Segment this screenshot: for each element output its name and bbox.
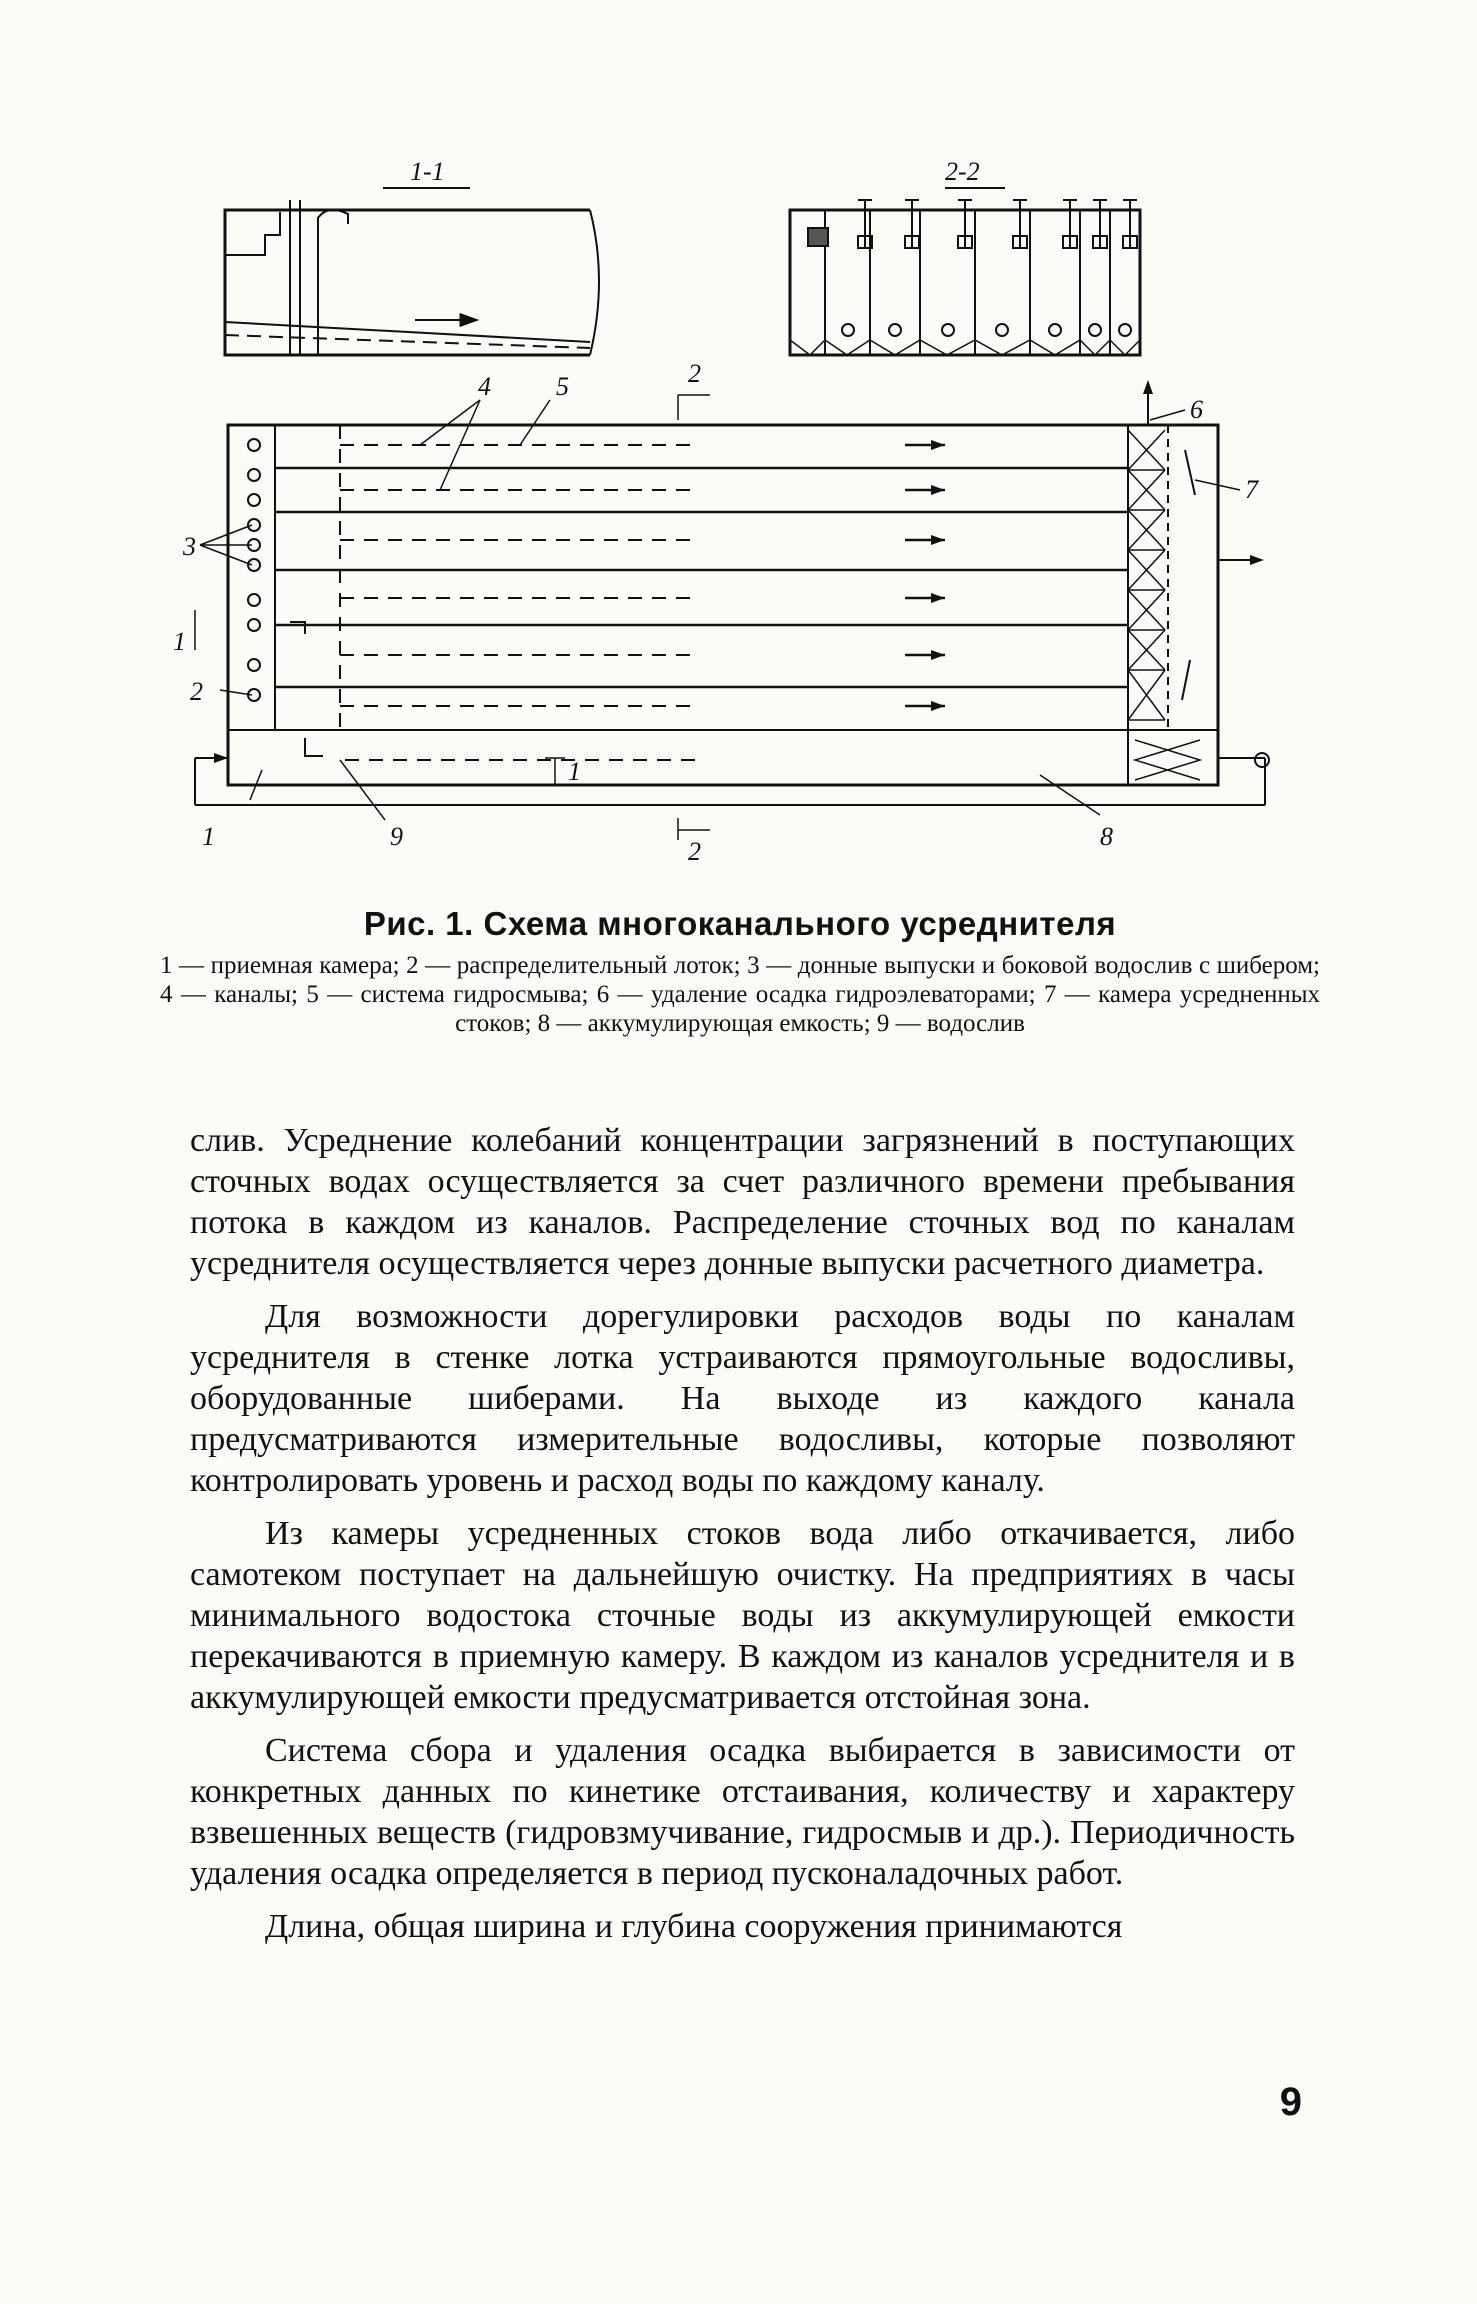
- paragraph: Длина, общая ширина и глубина сооружения принимаются: [265, 1908, 1123, 1945]
- callout-5: 5: [556, 372, 569, 401]
- callout-cut1-top: 1: [173, 627, 186, 656]
- plan-view: [195, 380, 1269, 805]
- callout-9: 9: [390, 822, 403, 851]
- callout-6: 6: [1190, 395, 1203, 424]
- callout-3: 3: [183, 532, 196, 561]
- paragraph: Из камеры усредненных стоков вода либо откачивается, либо самотеком поступает на дальнейшую очистку. На предприятиях в часы минимального водостока сточные воды из аккумулирующей емкости перекачиваются в приемную камеру. В каждом из каналов усреднителя и в аккумулирующей емкости предусматривается отстойная зона.: [190, 1515, 1295, 1716]
- callout-4: 4: [478, 372, 491, 401]
- callout-1: 1: [202, 822, 215, 851]
- paragraph: Система сбора и удаления осадка выбирается в зависимости от конкретных данных по кинетике отстаивания, количеству и характеру взвешенных веществ (гидровзмучивание, гидросмыв и др.). Периодичность удаления осадка определяется в период пусконаладочных работ.: [190, 1732, 1295, 1892]
- body-text: [190, 1120, 1295, 1959]
- callout-cut2-bottom: 2: [688, 837, 701, 866]
- callout-8: 8: [1100, 822, 1113, 851]
- callout-cut2-top: 2: [688, 359, 701, 388]
- callout-7: 7: [1245, 475, 1258, 504]
- callout-leaders: [195, 395, 1240, 840]
- paragraph: слив. Усреднение колебаний концентрации загрязнений в поступающих сточных водах осуществляется за счет различного времени пребывания потока в каждом из каналов. Распределение сточных вод по каналам усреднителя осуществляется через донные выпуски расчетного диаметра.: [190, 1122, 1295, 1282]
- callout-cut1-bottom: 1: [568, 757, 581, 786]
- page-number: 9: [1279, 2080, 1302, 2124]
- figure-title: Рис. 1. Схема многоканального усреднителя: [363, 905, 1117, 942]
- figure-caption: [160, 905, 1320, 1038]
- section-1-1: [225, 188, 599, 355]
- callout-2: 2: [190, 677, 203, 706]
- paragraph: Для возможности дорегулировки расходов воды по каналам усреднителя в стенке лотка устраиваются прямоугольные водосливы, оборудованные шиберами. На выходе из каждого канала предусматриваются измерительные водосливы, которые позволяют контролировать уровень и расход воды по каждому каналу.: [190, 1298, 1295, 1499]
- section-label-2-2: 2-2: [945, 157, 980, 186]
- equalizer-diagram: [150, 150, 1280, 880]
- section-label-1-1: 1-1: [410, 157, 445, 186]
- section-2-2: [790, 188, 1140, 355]
- figure-legend: 1 — приемная камера; 2 — распределительный лоток; 3 — донные выпуски и боковой водослив с шибером; 4 — каналы; 5 — система гидросмыва; 6 — удаление осадка гидроэлеваторами; 7 — камера усредненных стоков; 8 — аккумулирующая емкость; 9 — водослив: [160, 952, 1320, 1037]
